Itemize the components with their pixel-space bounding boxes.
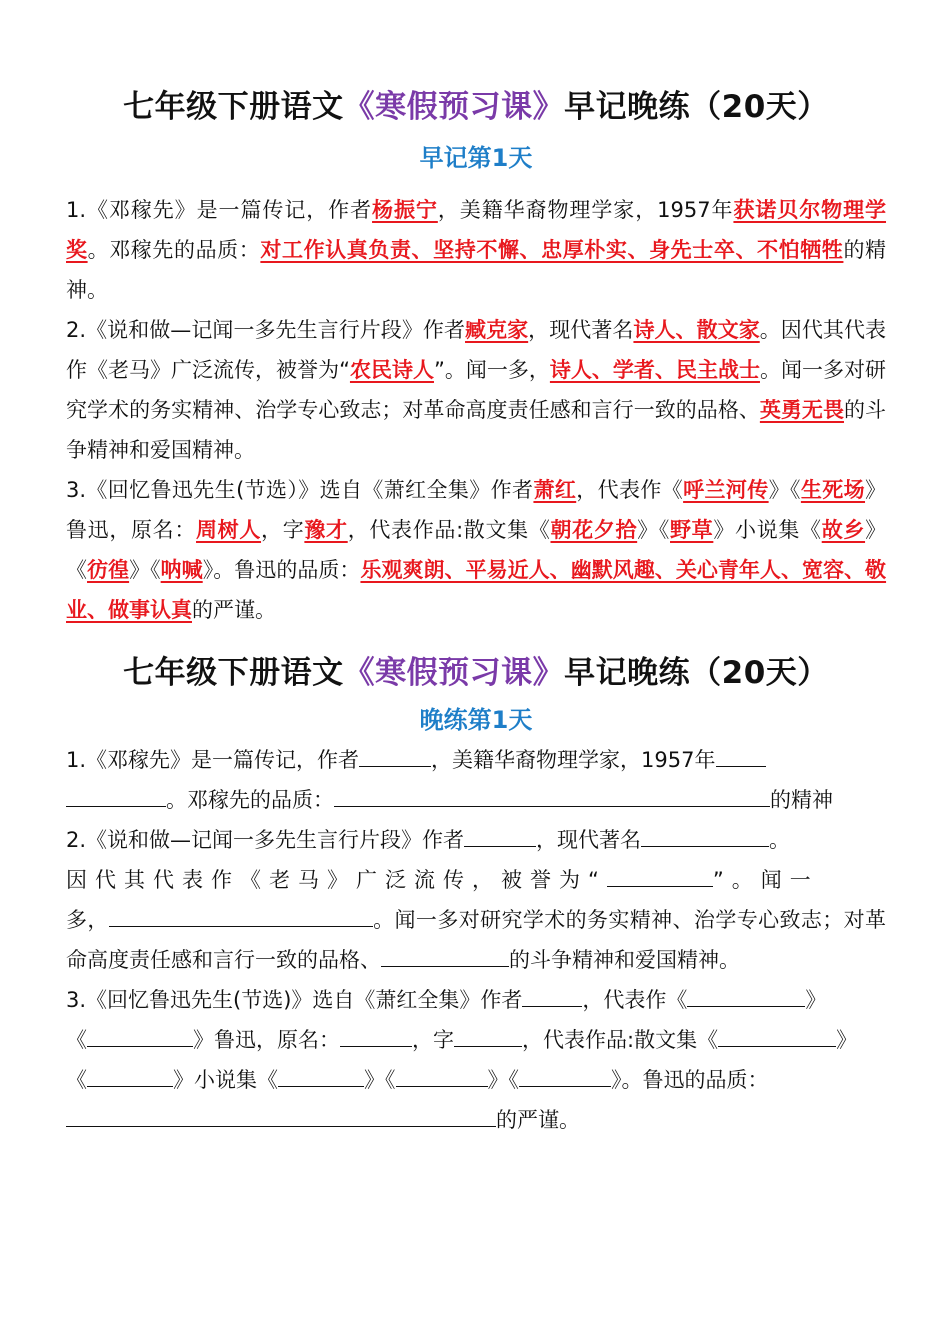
answer: 周树人 (196, 518, 262, 542)
text: 》。鲁迅的品质： (202, 558, 361, 582)
text: 2.《说和做—记闻一多先生言行片段》作者 (66, 318, 466, 342)
text: ，字 (261, 518, 305, 542)
text: 多， (66, 908, 109, 932)
text: ，代表作《 (582, 988, 688, 1012)
text: 》。鲁迅的品质： (611, 1068, 769, 1092)
answer: 呼兰河传 (683, 478, 769, 502)
text: 》《 (129, 558, 161, 582)
text: 。邓稼先的品质： (166, 788, 334, 812)
text: 》《 (637, 518, 671, 542)
section1-subtitle: 早记第1天 (419, 144, 533, 172)
text: 》小说集《 (173, 1068, 278, 1092)
answer: 乐观爽朗、平易近人、幽默风趣、关心青年人、宽容、敬业、做事认真 (66, 558, 887, 622)
text: 3.《回忆鲁迅先生(节选）》选自《萧红全集》作者 (66, 478, 534, 502)
text: 的严谨。 (192, 598, 276, 622)
answer: 诗人、学者、民主战士 (549, 358, 760, 382)
worksheet-page (66, 84, 886, 1140)
answer: 野草 (670, 518, 714, 542)
fill-blank[interactable] (87, 1022, 193, 1047)
text: 。闻一多对研究学术的务实精神、治学专心致志；对革命高度责任感和言行一致的品格、 (66, 908, 887, 972)
morning-question-2 (66, 310, 886, 470)
fill-blank[interactable] (687, 982, 805, 1007)
section-gap (66, 630, 886, 650)
fill-blank[interactable] (381, 942, 509, 967)
fill-blank[interactable] (716, 742, 766, 767)
text: 》鲁迅，原名： (66, 478, 887, 542)
fill-blank[interactable] (454, 1022, 522, 1047)
text: 》 (805, 988, 827, 1012)
text: 》《 (768, 478, 801, 502)
title-prefix: 七年级下册语文 (123, 655, 344, 691)
text: 。邓稼先的品质： (87, 238, 261, 262)
text: 》《 (66, 518, 887, 582)
title-suffix: 早记晚练（20天） (564, 89, 829, 125)
text: ，代表作品:散文集《 (522, 1028, 719, 1052)
evening-question-3 (66, 980, 886, 1140)
text: 的精神 (770, 788, 833, 812)
fill-blank[interactable] (522, 982, 582, 1007)
fill-blank[interactable] (334, 782, 770, 807)
text: 。 (769, 828, 791, 852)
section2-title (66, 650, 886, 696)
text: 》《 (364, 1068, 396, 1092)
text: 》 (836, 1028, 858, 1052)
text: 1.《邓稼先》是一篇传记，作者 (66, 198, 373, 222)
fill-blank[interactable] (109, 902, 373, 927)
text: 的斗争精神和爱国精神。 (509, 948, 740, 972)
section1-title (66, 84, 886, 130)
answer: 生死场 (800, 478, 866, 502)
title-highlight: 《寒假预习课》 (343, 89, 565, 125)
text: 的斗争精神和爱国精神。 (66, 398, 887, 462)
text: ”。闻一多， (433, 358, 550, 382)
text: 3.《回忆鲁迅先生(节选)》选自《萧红全集》作者 (66, 988, 523, 1012)
fill-blank[interactable] (359, 742, 431, 767)
text: 。因代其代表作《老马》广泛流传，被誉为“ (66, 318, 887, 382)
text: 。闻一多对研究学术的务实精神、治学专心致志；对革命高度责任感和言行一致的品格、 (66, 358, 886, 422)
text: ，代表作品:散文集《 (347, 518, 551, 542)
morning-question-1 (66, 190, 886, 310)
section2-subtitle: 晚练第1天 (419, 706, 533, 734)
text: 的精神。 (66, 238, 887, 302)
answer: 对工作认真负责、坚持不懈、忠厚朴实、身先士卒、不怕牺牲 (260, 238, 844, 262)
text: 》鲁迅，原名： (193, 1028, 340, 1052)
fill-blank[interactable] (340, 1022, 412, 1047)
evening-question-1 (66, 740, 886, 820)
text: 《 (66, 1028, 87, 1052)
fill-blank[interactable] (66, 1102, 496, 1127)
text: 2.《说和做—记闻一多先生言行片段》作者 (66, 828, 465, 852)
fill-blank[interactable] (87, 1062, 173, 1087)
title-highlight: 《寒假预习课》 (343, 655, 565, 691)
text: 1.《邓稼先》是一篇传记，作者 (66, 748, 360, 772)
answer: 获诺贝尔物理学奖 (66, 198, 887, 262)
answer: 杨振宁 (372, 198, 438, 222)
morning-question-3 (66, 470, 886, 630)
answer: 彷徨 (87, 558, 130, 582)
answer: 故乡 (821, 518, 866, 542)
answer: 萧红 (533, 478, 577, 502)
text: ，现代著名 (528, 318, 634, 342)
text: 《 (66, 1068, 87, 1092)
answer: 臧克家 (465, 318, 529, 342)
fill-blank[interactable] (519, 1062, 611, 1087)
fill-blank[interactable] (718, 1022, 836, 1047)
fill-blank[interactable] (464, 822, 536, 847)
text: ，现代著名 (536, 828, 642, 852)
text: ，代表作《 (576, 478, 684, 502)
fill-blank[interactable] (641, 822, 769, 847)
text: 的严谨。 (496, 1108, 580, 1132)
fill-blank[interactable] (396, 1062, 488, 1087)
text: ，字 (412, 1028, 454, 1052)
answer: 英勇无畏 (759, 398, 844, 422)
answer: 朝花夕拾 (550, 518, 638, 542)
answer: 诗人、散文家 (633, 318, 760, 342)
answer: 农民诗人 (349, 358, 434, 382)
text: ，美籍华裔物理学家，1957年 (431, 748, 716, 772)
text: 因代其代表作《老马》广泛流传，被誉为“ (66, 868, 607, 892)
answer: 呐喊 (160, 558, 203, 582)
text: ，美籍华裔物理学家，1957年 (437, 198, 734, 222)
title-suffix: 早记晚练（20天） (564, 655, 829, 691)
title-prefix: 七年级下册语文 (123, 89, 344, 125)
fill-blank[interactable] (66, 782, 166, 807)
evening-question-2 (66, 820, 886, 980)
text: 》《 (487, 1068, 519, 1092)
fill-blank[interactable] (607, 862, 713, 887)
text: 》小说集《 (713, 518, 822, 542)
text: ”。闻一 (712, 868, 819, 892)
fill-blank[interactable] (278, 1062, 364, 1087)
answer: 豫才 (304, 518, 348, 542)
